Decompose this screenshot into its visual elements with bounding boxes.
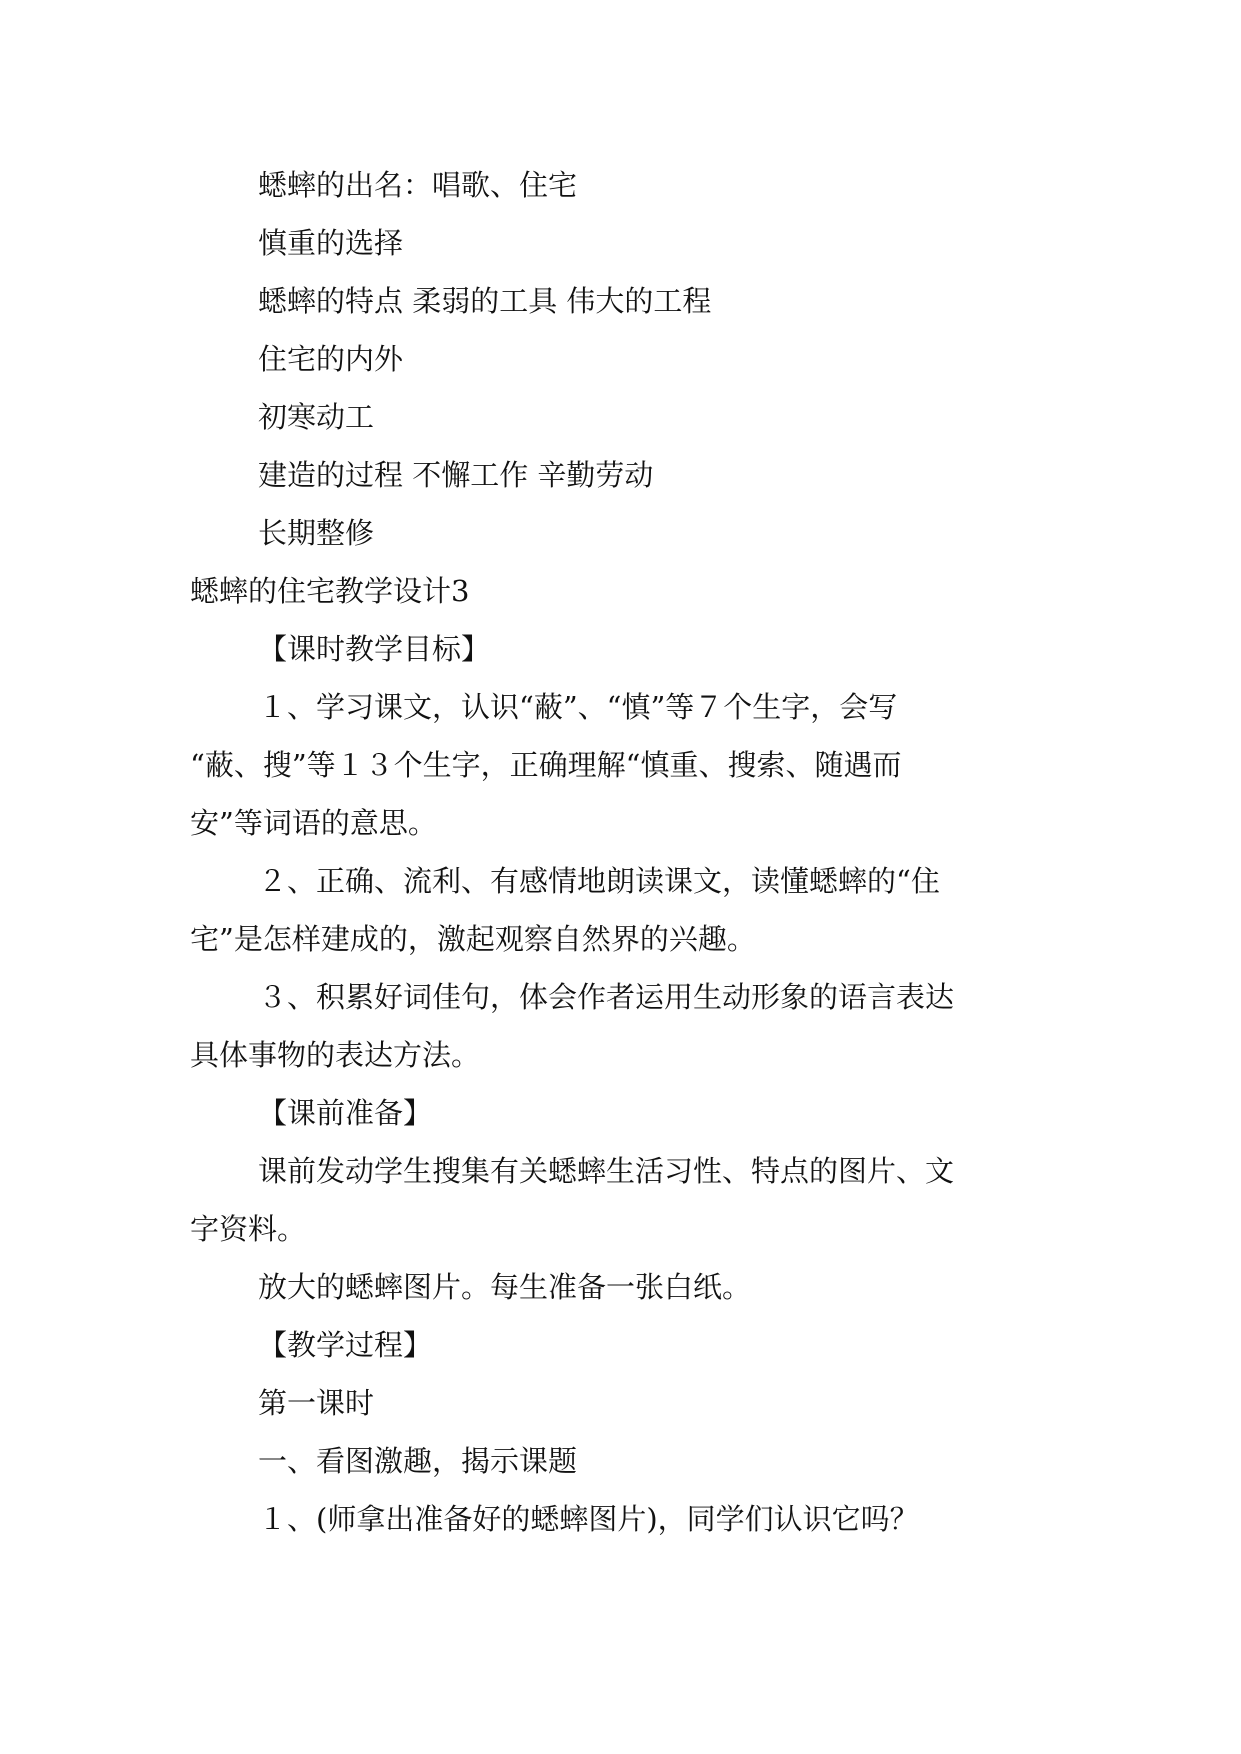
- process-heading: 【教学过程】: [258, 1328, 433, 1362]
- objective-3-line: 具体事物的表达方法。: [190, 1038, 481, 1072]
- outline-line: 蟋蟀的出名：唱歌、住宅: [258, 168, 578, 202]
- preparation-line: 字资料。: [190, 1212, 307, 1246]
- outline-line: 长期整修: [258, 516, 375, 550]
- outline-line: 蟋蟀的特点 柔弱的工具 伟大的工程: [258, 284, 712, 318]
- objective-3-line: ３、积累好词佳句，体会作者运用生动形象的语言表达: [258, 980, 955, 1014]
- outline-line: 住宅的内外: [258, 342, 404, 376]
- objective-2-line: 宅”是怎样建成的，激起观察自然界的兴趣。: [190, 922, 756, 956]
- step-heading: 一、看图激趣，揭示课题: [258, 1444, 578, 1478]
- objectives-heading: 【课时教学目标】: [258, 632, 491, 666]
- objective-1-line: 安”等词语的意思。: [190, 806, 437, 840]
- preparation-line: 放大的蟋蟀图片。每生准备一张白纸。: [258, 1270, 752, 1304]
- objective-1-line: １、学习课文，认识“蔽”、“慎”等７个生字，会写: [258, 690, 898, 724]
- outline-line: 慎重的选择: [258, 226, 404, 260]
- step-item: １、(师拿出准备好的蟋蟀图片)，同学们认识它吗？: [258, 1502, 919, 1536]
- outline-line: 初寒动工: [258, 400, 375, 434]
- preparation-heading: 【课前准备】: [258, 1096, 433, 1130]
- objective-2-line: ２、正确、流利、有感情地朗读课文，读懂蟋蟀的“住: [258, 864, 940, 898]
- section-title: 蟋蟀的住宅教学设计3: [190, 574, 470, 608]
- preparation-line: 课前发动学生搜集有关蟋蟀生活习性、特点的图片、文: [258, 1154, 955, 1188]
- lesson-title: 第一课时: [258, 1386, 375, 1420]
- outline-line: 建造的过程 不懈工作 辛勤劳动: [258, 458, 654, 492]
- objective-1-line: “蔽、搜”等１３个生字，正确理解“慎重、搜索、随遇而: [190, 748, 902, 782]
